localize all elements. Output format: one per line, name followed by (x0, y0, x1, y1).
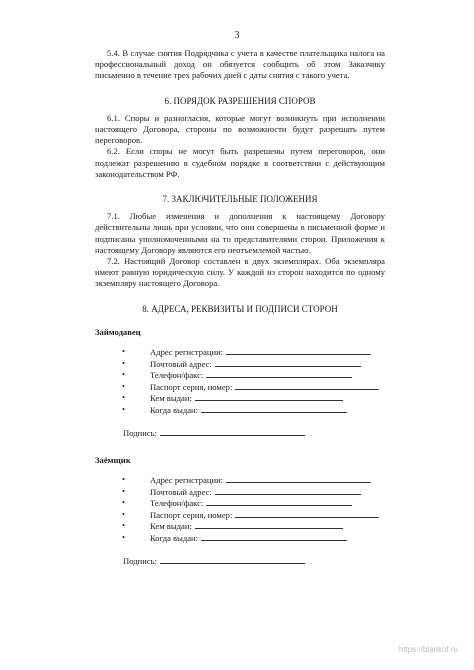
fill-line (215, 358, 361, 367)
page-number: 3 (234, 30, 240, 41)
borrower-field-registration-address (95, 474, 385, 486)
borrower-title: Заёмщик (95, 455, 131, 466)
field-label: Кем выдан: (150, 393, 192, 404)
clause-6-2: 6.2. Если споры не могут быть разрешены путем переговоров, они подлежат разрешению в судебном порядке в соответствии с действующим законодательством РФ. (95, 146, 385, 179)
lender-field-postal-address (95, 358, 385, 370)
borrower-field-issued-by (95, 520, 385, 532)
fill-line (195, 392, 343, 401)
lender-field-registration-address (95, 346, 385, 358)
bullet-icon: • (122, 508, 126, 519)
field-label: Кем выдан: (150, 521, 192, 532)
bullet-icon: • (122, 357, 126, 368)
signature-label: Подпись: (123, 556, 157, 567)
clause-6-1: 6.1. Споры и разногласия, которые могут возникнуть при исполнении настоящего Договора, стороны по возможности будут разрешать путем переговоров. (95, 112, 385, 146)
lender-signature (95, 427, 385, 439)
field-label: Почтовый адрес: (150, 486, 212, 497)
borrower-field-phone-fax (95, 497, 385, 509)
fill-line (201, 404, 347, 413)
lender-field-issued-by (95, 392, 385, 404)
bullet-icon: • (122, 403, 126, 414)
fill-line (226, 474, 371, 483)
fill-line (235, 509, 379, 518)
section-8-title: 8. АДРЕСА, РЕКВИЗИТЫ И ПОДПИСИ СТОРОН (142, 303, 338, 314)
clause-7-2: 7.2. Настоящий Договор составлен в двух экземплярах. Оба экземпляра имеют равную юридическую силу. У каждой из сторон находится по одному экземпляру настоящего Договора. (95, 256, 385, 289)
bullet-icon: • (122, 369, 126, 380)
field-label: Почтовый адрес: (150, 358, 212, 369)
section-7-title: 7. ЗАКЛЮЧИТЕЛЬНЫЕ ПОЛОЖЕНИЯ (162, 194, 318, 205)
lender-field-phone-fax (95, 369, 385, 381)
lender-field-issue-date (95, 404, 385, 416)
bullet-icon: • (122, 497, 126, 508)
bullet-icon: • (122, 392, 126, 403)
bullet-icon: • (122, 485, 126, 496)
section-6-title: 6. ПОРЯДОК РАЗРЕШЕНИЯ СПОРОВ (164, 95, 316, 106)
document-body (95, 48, 385, 568)
field-label: Когда выдан: (150, 404, 199, 415)
fill-line (235, 381, 379, 390)
lender-title: Займодавец (95, 326, 141, 337)
borrower-field-passport (95, 509, 385, 521)
borrower-field-issue-date (95, 532, 385, 544)
field-label: Адрес регистрации: (150, 347, 224, 358)
fill-line (206, 369, 352, 378)
borrower-signature (95, 555, 385, 567)
field-label: Паспорт серия, номер: (150, 509, 233, 520)
fill-line (226, 346, 371, 355)
field-label: Паспорт серия, номер: (150, 381, 233, 392)
signature-line (160, 427, 305, 436)
signature-label: Подпись: (123, 428, 157, 439)
bullet-icon: • (122, 380, 126, 391)
field-label: Когда выдан: (150, 532, 199, 543)
bullet-icon: • (122, 531, 126, 542)
field-label: Адрес регистрации: (150, 475, 224, 486)
field-label: Телефон/факс: (150, 370, 204, 381)
field-label: Телефон/факс: (150, 498, 204, 509)
lender-fields-list (95, 346, 385, 415)
signature-line (160, 555, 305, 564)
fill-line (195, 520, 343, 529)
borrower-fields-list (95, 474, 385, 543)
bullet-icon: • (122, 346, 126, 357)
clause-7-1: 7.1. Любые изменения и дополнения к настоящему Договору действительны лишь при условии, что они совершены в письменной форме и подписаны уполномоченными на то представителями сторон. Приложения к настоящему Договору являются его неотъемлемой частью. (95, 211, 385, 255)
fill-line (201, 532, 347, 541)
fill-line (206, 497, 352, 506)
fill-line (215, 486, 361, 495)
clause-5-4: 5.4. В случае снятия Подрядчика с учета в качестве плательщика налога на профессиональный доход он обязуется сообщить об этом Заказчику письменно в течение трех рабочих дней с даты снятия с такого учета. (95, 48, 385, 81)
borrower-field-postal-address (95, 486, 385, 498)
lender-field-passport (95, 381, 385, 393)
watermark-url: https://blankof.ru (398, 645, 458, 654)
bullet-icon: • (122, 520, 126, 531)
bullet-icon: • (122, 474, 126, 485)
